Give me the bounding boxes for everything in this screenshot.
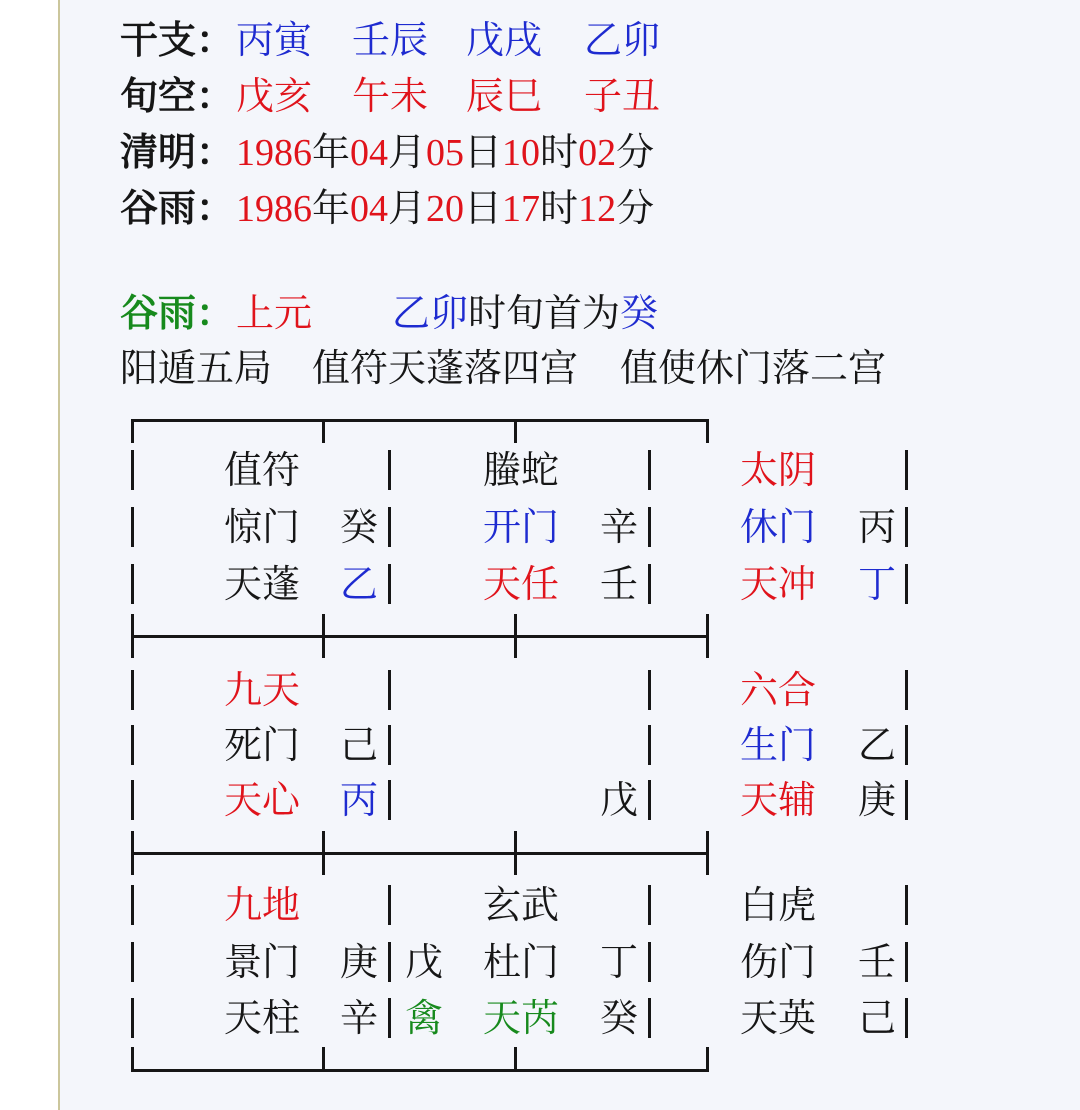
palace-top-right-star-stem: 丁 <box>858 562 897 606</box>
grid-rule-top <box>131 419 709 422</box>
palace-top-middle-deity: 螣蛇 <box>483 448 560 492</box>
palace-bottom-middle-star: 天芮 <box>483 996 560 1040</box>
solar-term-datetime <box>236 186 654 230</box>
grid-divider-1 <box>388 564 391 604</box>
solar-term-label: 清明： <box>120 130 235 174</box>
grid-divider-2 <box>648 725 651 765</box>
grid-right-border <box>905 780 908 820</box>
grid-rule-tick <box>131 831 134 875</box>
day-unit: 日 <box>464 130 503 174</box>
grid-rule-middle-1 <box>131 635 709 638</box>
grid-rule-tick <box>322 419 325 443</box>
palace-middle-right-door-stem: 乙 <box>858 723 897 767</box>
grid-rule-tick <box>322 831 325 875</box>
grid-divider-2 <box>648 450 651 490</box>
grid-rule-tick <box>514 831 517 875</box>
palace-middle-left-deity: 九天 <box>224 668 301 712</box>
palace-middle-left-star-stem: 丙 <box>340 778 379 822</box>
palace-middle-left-star: 天心 <box>224 778 301 822</box>
palace-bottom-middle-door-prefix: 戊 <box>405 940 444 984</box>
grid-divider-1 <box>388 942 391 982</box>
grid-rule-tick <box>131 419 134 443</box>
month-pillar: 壬辰 <box>352 18 429 62</box>
palace-middle-left-door-stem: 己 <box>340 723 379 767</box>
left-margin <box>0 0 58 1110</box>
palace-bottom-middle-star-stem: 癸 <box>600 996 639 1040</box>
palace-top-right-deity: 太阴 <box>740 448 817 492</box>
grid-rule-tick <box>706 419 709 443</box>
palace-bottom-left-star-stem: 辛 <box>340 996 379 1040</box>
minute-value: 02 <box>578 132 617 174</box>
grid-left-border <box>131 998 134 1038</box>
grid-rule-bottom <box>131 1069 709 1072</box>
xunshou-statement <box>392 291 658 335</box>
yuan-label: 谷雨： <box>120 291 235 335</box>
palace-top-right-door-stem: 丙 <box>858 505 897 549</box>
hour-value: 17 <box>502 188 541 230</box>
palace-bottom-left-door: 景门 <box>224 940 301 984</box>
palace-bottom-left-door-stem: 庚 <box>340 940 379 984</box>
grid-left-border <box>131 885 134 925</box>
year-unit: 年 <box>312 186 351 230</box>
grid-divider-1 <box>388 780 391 820</box>
palace-middle-left-door: 死门 <box>224 723 301 767</box>
grid-divider-2 <box>648 507 651 547</box>
grid-left-border <box>131 507 134 547</box>
grid-rule-tick <box>322 614 325 658</box>
grid-left-border <box>131 564 134 604</box>
grid-rule-tick <box>131 614 134 658</box>
grid-divider-2 <box>648 670 651 710</box>
grid-rule-middle-2 <box>131 852 709 855</box>
hour-pillar: 乙卯 <box>584 18 661 62</box>
grid-left-border <box>131 670 134 710</box>
day-unit: 日 <box>464 186 503 230</box>
grid-rule-tick <box>706 831 709 875</box>
grid-right-border <box>905 942 908 982</box>
grid-divider-1 <box>388 885 391 925</box>
hour-value: 10 <box>502 132 541 174</box>
month-value: 04 <box>350 188 389 230</box>
palace-bottom-right-door-stem: 壬 <box>858 940 897 984</box>
grid-left-border <box>131 780 134 820</box>
palace-bottom-right-door: 伤门 <box>740 940 817 984</box>
palace-middle-right-star-stem: 庚 <box>858 778 897 822</box>
xunshou-hour-pillar: 乙卯 <box>392 291 469 335</box>
palace-top-middle-star-stem: 壬 <box>600 562 639 606</box>
ju-number: 阳遁五局 <box>120 346 273 390</box>
hour-unit: 时 <box>540 186 579 230</box>
ganzhi-label: 干支： <box>120 18 235 62</box>
palace-middle-right-star: 天辅 <box>740 778 817 822</box>
palace-top-left-star: 天蓬 <box>224 562 301 606</box>
grid-rule-tick <box>131 1047 134 1072</box>
palace-bottom-left-deity: 九地 <box>224 883 301 927</box>
hour-xunkong: 子丑 <box>584 74 661 118</box>
grid-right-border <box>905 998 908 1038</box>
grid-right-border <box>905 725 908 765</box>
left-margin-rule <box>58 0 60 1110</box>
palace-bottom-right-deity: 白虎 <box>740 883 817 927</box>
grid-divider-2 <box>648 885 651 925</box>
grid-rule-tick <box>322 1047 325 1072</box>
grid-divider-1 <box>388 725 391 765</box>
palace-top-left-deity: 值符 <box>224 448 301 492</box>
month-value: 04 <box>350 132 389 174</box>
palace-bottom-right-star: 天英 <box>740 996 817 1040</box>
day-pillar: 戊戌 <box>466 18 543 62</box>
palace-top-left-door-stem: 癸 <box>340 505 379 549</box>
grid-right-border <box>905 670 908 710</box>
day-xunkong: 辰巳 <box>466 74 543 118</box>
grid-rule-tick <box>514 419 517 443</box>
day-value: 20 <box>426 188 465 230</box>
palace-top-middle-star: 天任 <box>483 562 560 606</box>
grid-right-border <box>905 564 908 604</box>
grid-divider-1 <box>388 450 391 490</box>
palace-center-stem: 戊 <box>600 778 639 822</box>
zhishi-placement: 值使休门落二宫 <box>620 346 887 390</box>
solar-term-label: 谷雨： <box>120 186 235 230</box>
palace-bottom-left-star: 天柱 <box>224 996 301 1040</box>
grid-divider-2 <box>648 942 651 982</box>
year-value: 1986 <box>236 132 312 174</box>
palace-top-right-star: 天冲 <box>740 562 817 606</box>
grid-right-border <box>905 507 908 547</box>
hour-unit: 时 <box>540 130 579 174</box>
minute-unit: 分 <box>616 130 655 174</box>
grid-left-border <box>131 450 134 490</box>
palace-top-left-star-stem: 乙 <box>340 562 379 606</box>
grid-divider-1 <box>388 670 391 710</box>
month-unit: 月 <box>388 186 427 230</box>
grid-rule-tick <box>514 614 517 658</box>
day-value: 05 <box>426 132 465 174</box>
xunkong-label: 旬空： <box>120 74 235 118</box>
palace-top-middle-door-stem: 辛 <box>600 505 639 549</box>
grid-left-border <box>131 725 134 765</box>
minute-unit: 分 <box>616 186 655 230</box>
palace-top-left-door: 惊门 <box>224 505 301 549</box>
year-unit: 年 <box>312 130 351 174</box>
zhifu-placement: 值符天蓬落四宫 <box>312 346 579 390</box>
palace-bottom-middle-door-stem: 丁 <box>600 940 639 984</box>
palace-middle-right-door: 生门 <box>740 723 817 767</box>
month-unit: 月 <box>388 130 427 174</box>
grid-rule-tick <box>706 614 709 658</box>
palace-bottom-middle-door: 杜门 <box>483 940 560 984</box>
solar-term-datetime <box>236 130 654 174</box>
grid-divider-2 <box>648 998 651 1038</box>
xunshou-connector: 时旬首为 <box>468 291 621 335</box>
palace-top-right-door: 休门 <box>740 505 817 549</box>
year-value: 1986 <box>236 188 312 230</box>
xunshou-stem: 癸 <box>620 291 659 335</box>
grid-divider-2 <box>648 780 651 820</box>
grid-divider-1 <box>388 998 391 1038</box>
year-xunkong: 戊亥 <box>236 74 313 118</box>
grid-divider-1 <box>388 507 391 547</box>
minute-value: 12 <box>578 188 617 230</box>
yuan-value: 上元 <box>236 291 313 335</box>
grid-left-border <box>131 942 134 982</box>
year-pillar: 丙寅 <box>236 18 313 62</box>
grid-right-border <box>905 450 908 490</box>
palace-bottom-middle-deity: 玄武 <box>483 883 560 927</box>
palace-middle-right-deity: 六合 <box>740 668 817 712</box>
palace-bottom-middle-star-prefix: 禽 <box>405 996 444 1040</box>
grid-right-border <box>905 885 908 925</box>
palace-bottom-right-star-stem: 己 <box>858 996 897 1040</box>
grid-rule-tick <box>706 1047 709 1072</box>
month-xunkong: 午未 <box>352 74 429 118</box>
palace-top-middle-door: 开门 <box>483 505 560 549</box>
grid-rule-tick <box>514 1047 517 1072</box>
grid-divider-2 <box>648 564 651 604</box>
